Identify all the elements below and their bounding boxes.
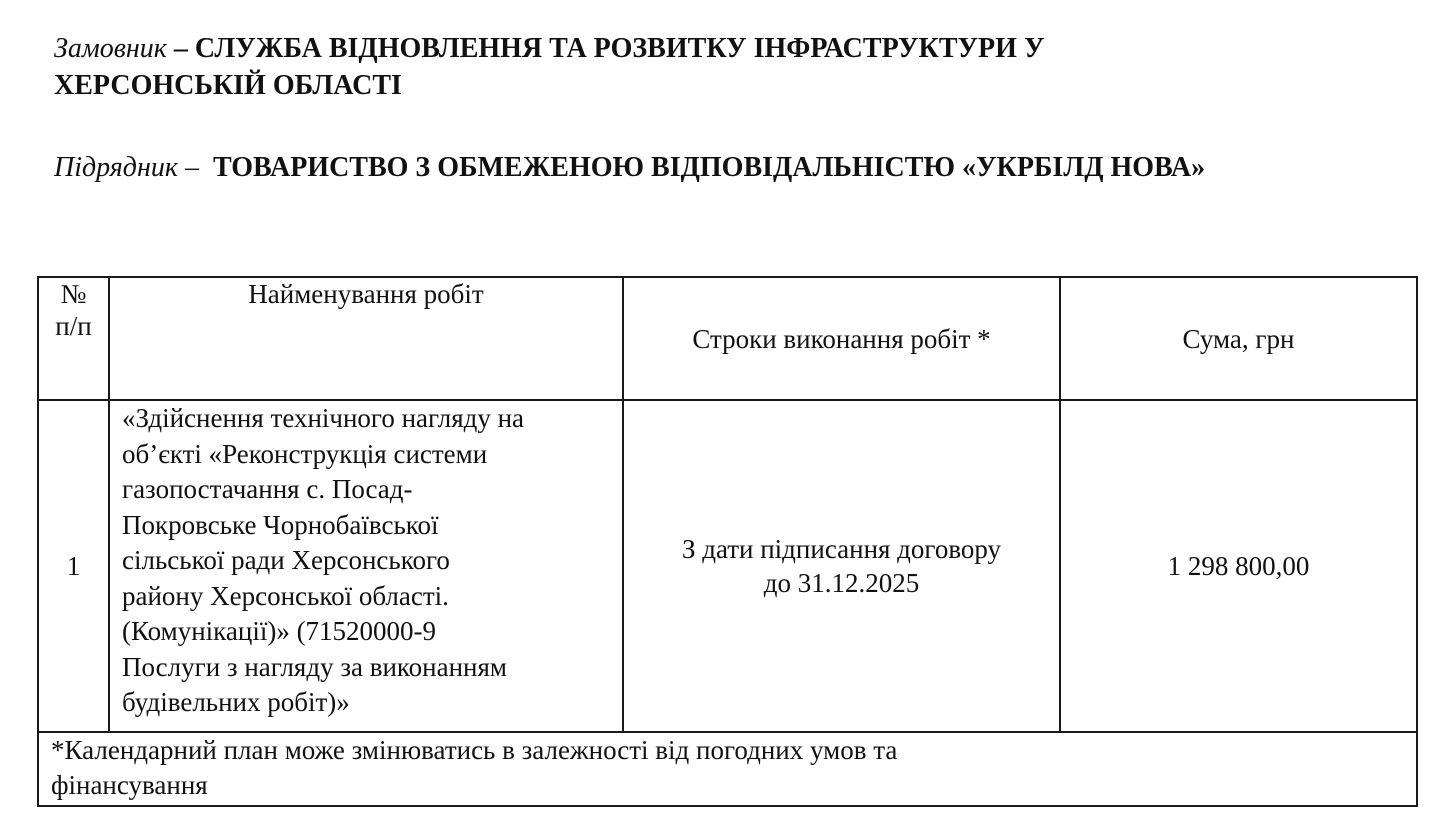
work-name-line: «Здійснення технічного нагляду на bbox=[122, 403, 525, 433]
customer-org-name-continued: ХЕРСОНСЬКІЙ ОБЛАСТІ bbox=[54, 70, 402, 101]
footnote-line: фінансування bbox=[51, 770, 208, 800]
contractor-dash: – bbox=[184, 152, 199, 183]
contractor-role: Підрядник bbox=[54, 152, 178, 183]
customer-dash: – bbox=[173, 33, 188, 64]
footnote bbox=[38, 732, 1417, 806]
row-terms-start: З дати підписання договору bbox=[681, 534, 1002, 564]
work-name-line: газопостачання с. Посад- bbox=[122, 474, 413, 504]
customer-line bbox=[54, 32, 1045, 66]
table-header-row bbox=[38, 277, 1417, 400]
work-name-line: сільської ради Херсонського bbox=[122, 545, 450, 575]
col-header-number-symbol: № bbox=[60, 279, 87, 309]
work-name-line: району Херсонської області. bbox=[122, 580, 449, 611]
row-terms-end: до 31.12.2025 bbox=[763, 568, 920, 598]
table-row bbox=[38, 400, 1417, 732]
row-work-name bbox=[109, 400, 623, 732]
works-table bbox=[37, 276, 1418, 807]
col-header-number bbox=[38, 277, 109, 400]
col-header-sum: Сума, грн bbox=[1060, 277, 1417, 400]
work-name-line: будівельних робіт)» bbox=[122, 687, 350, 717]
work-name-line: (Комунікації)» (71520000-9 bbox=[122, 616, 437, 646]
work-name-line: Покровське Чорнобаївської bbox=[122, 509, 439, 540]
col-header-number-abbr: п/п bbox=[55, 311, 92, 341]
footnote-line: *Календарний план може змінюватись в залежності від погодних умов та bbox=[51, 735, 898, 765]
row-number: 1 bbox=[38, 400, 109, 732]
work-name-line: Послуги з нагляду за виконанням bbox=[122, 651, 508, 682]
col-header-terms: Строки виконання робіт * bbox=[623, 277, 1060, 400]
contractor-line bbox=[54, 151, 1205, 185]
customer-role: Замовник bbox=[54, 33, 167, 64]
contractor-org-name: ТОВАРИСТВО З ОБМЕЖЕНОЮ ВІДПОВІДАЛЬНІСТЮ «УКРБІЛД НОВА» bbox=[212, 152, 1206, 183]
row-sum: 1 298 800,00 bbox=[1060, 400, 1417, 732]
col-header-work-name: Найменування робіт bbox=[109, 277, 623, 400]
row-terms bbox=[623, 400, 1060, 732]
table-footnote-row bbox=[38, 732, 1417, 806]
customer-org-name: СЛУЖБА ВІДНОВЛЕННЯ ТА РОЗВИТКУ ІНФРАСТРУКТУРИ У bbox=[194, 33, 1045, 64]
work-name-line: об’єкті «Реконструкція системи bbox=[122, 438, 488, 469]
